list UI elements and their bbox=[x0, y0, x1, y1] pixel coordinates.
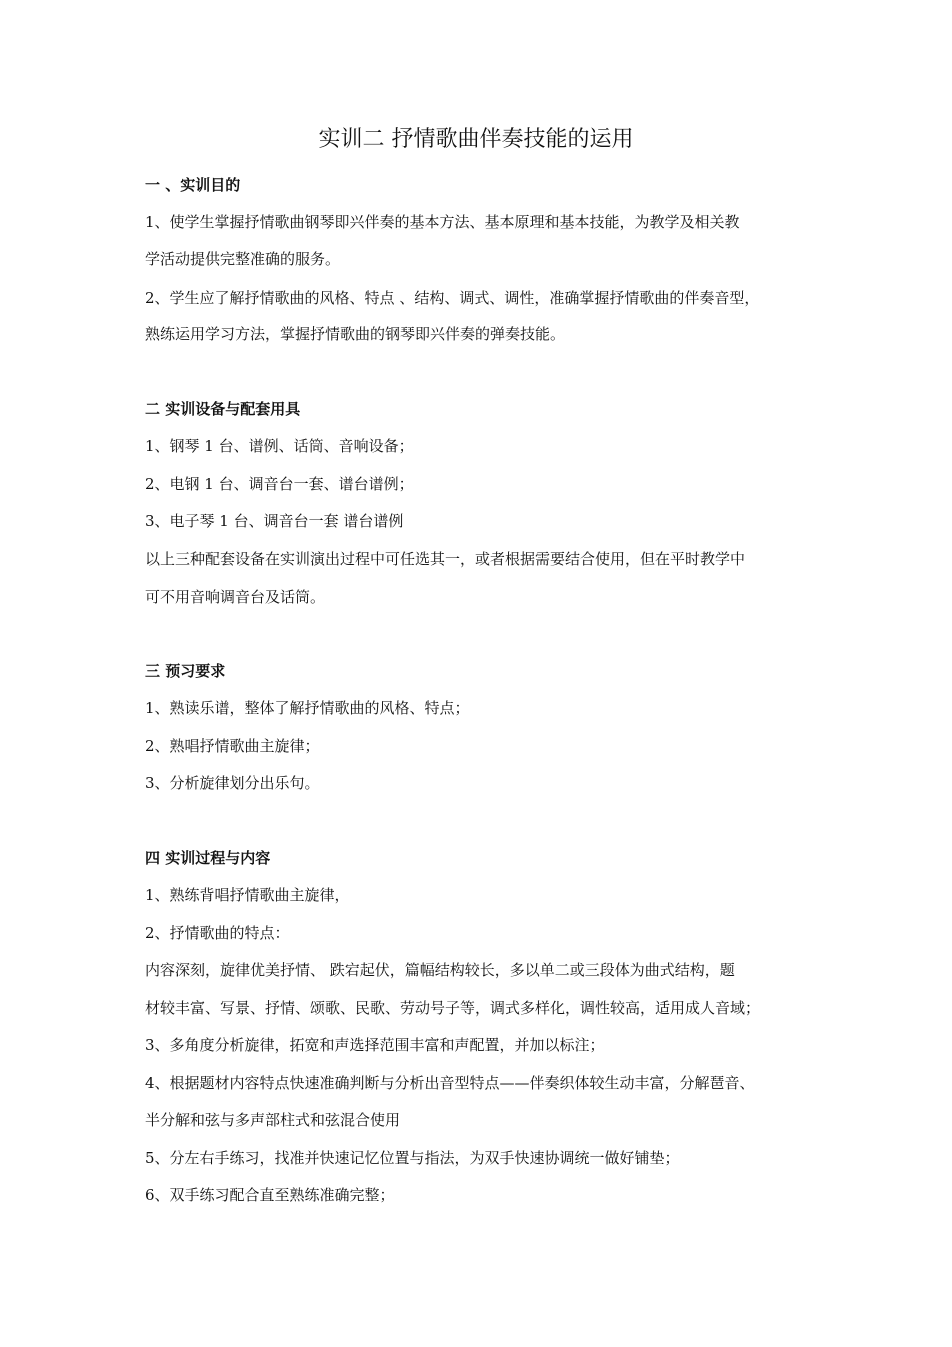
section-heading-process: 四 实训过程与内容 bbox=[145, 849, 271, 867]
paragraph-line: 2、电钢 1 台、调音台一套、谱台谱例； bbox=[145, 475, 414, 493]
paragraph-line: 1、钢琴 1 台、谱例、话筒、音响设备； bbox=[145, 437, 414, 455]
section-heading-equipment: 二 实训设备与配套用具 bbox=[145, 400, 301, 418]
page-title: 实训二 抒情歌曲伴奏技能的运用 bbox=[318, 127, 634, 152]
paragraph-line: 以上三种配套设备在实训演出过程中可任选其一，或者根据需要结合使用，但在平时教学中 bbox=[145, 550, 746, 568]
paragraph-line: 1、使学生掌握抒情歌曲钢琴即兴伴奏的基本方法、基本原理和基本技能，为教学及相关教 bbox=[145, 213, 740, 231]
paragraph-line: 内容深刻，旋律优美抒情、 跌宕起伏，篇幅结构较长，多以单二或三段体为曲式结构，题 bbox=[145, 961, 735, 979]
section-heading-preview: 三 预习要求 bbox=[145, 662, 226, 680]
paragraph-line: 5、分左右手练习，找准并快速记忆位置与指法，为双手快速协调统一做好铺垫； bbox=[145, 1149, 680, 1167]
paragraph-line: 2、抒情歌曲的特点： bbox=[145, 924, 290, 942]
section-heading-objectives: 一 、实训目的 bbox=[145, 176, 241, 194]
paragraph-line: 3、电子琴 1 台、调音台一套 谱台谱例 bbox=[145, 512, 404, 530]
paragraph-line: 4、根据题材内容特点快速准确判断与分析出音型特点——伴奏织体较生动丰富，分解琶音、 bbox=[145, 1074, 755, 1092]
paragraph-line: 熟练运用学习方法，掌握抒情歌曲的钢琴即兴伴奏的弹奏技能。 bbox=[145, 325, 566, 343]
paragraph-line: 1、熟读乐谱，整体了解抒情歌曲的风格、特点； bbox=[145, 699, 470, 717]
paragraph-line: 3、分析旋律划分出乐句。 bbox=[145, 774, 320, 792]
paragraph-line: 材较丰富、写景、抒情、颂歌、民歌、劳动号子等，调式多样化，调性较高，适用成人音域； bbox=[145, 999, 761, 1017]
paragraph-line: 2、熟唱抒情歌曲主旋律； bbox=[145, 737, 320, 755]
paragraph-line: 2、学生应了解抒情歌曲的风格、特点 、结构、调式、调性，准确掌握抒情歌曲的伴奏音型， bbox=[145, 289, 760, 307]
paragraph-line: 1、熟练背唱抒情歌曲主旋律， bbox=[145, 886, 350, 904]
paragraph-line: 学活动提供完整准确的服务。 bbox=[145, 250, 341, 268]
paragraph-line: 半分解和弦与多声部柱式和弦混合使用 bbox=[145, 1111, 401, 1129]
paragraph-line: 6、双手练习配合直至熟练准确完整； bbox=[145, 1186, 395, 1204]
paragraph-line: 可不用音响调音台及话筒。 bbox=[145, 588, 326, 606]
paragraph-line: 3、多角度分析旋律，拓宽和声选择范围丰富和声配置，并加以标注； bbox=[145, 1036, 605, 1054]
